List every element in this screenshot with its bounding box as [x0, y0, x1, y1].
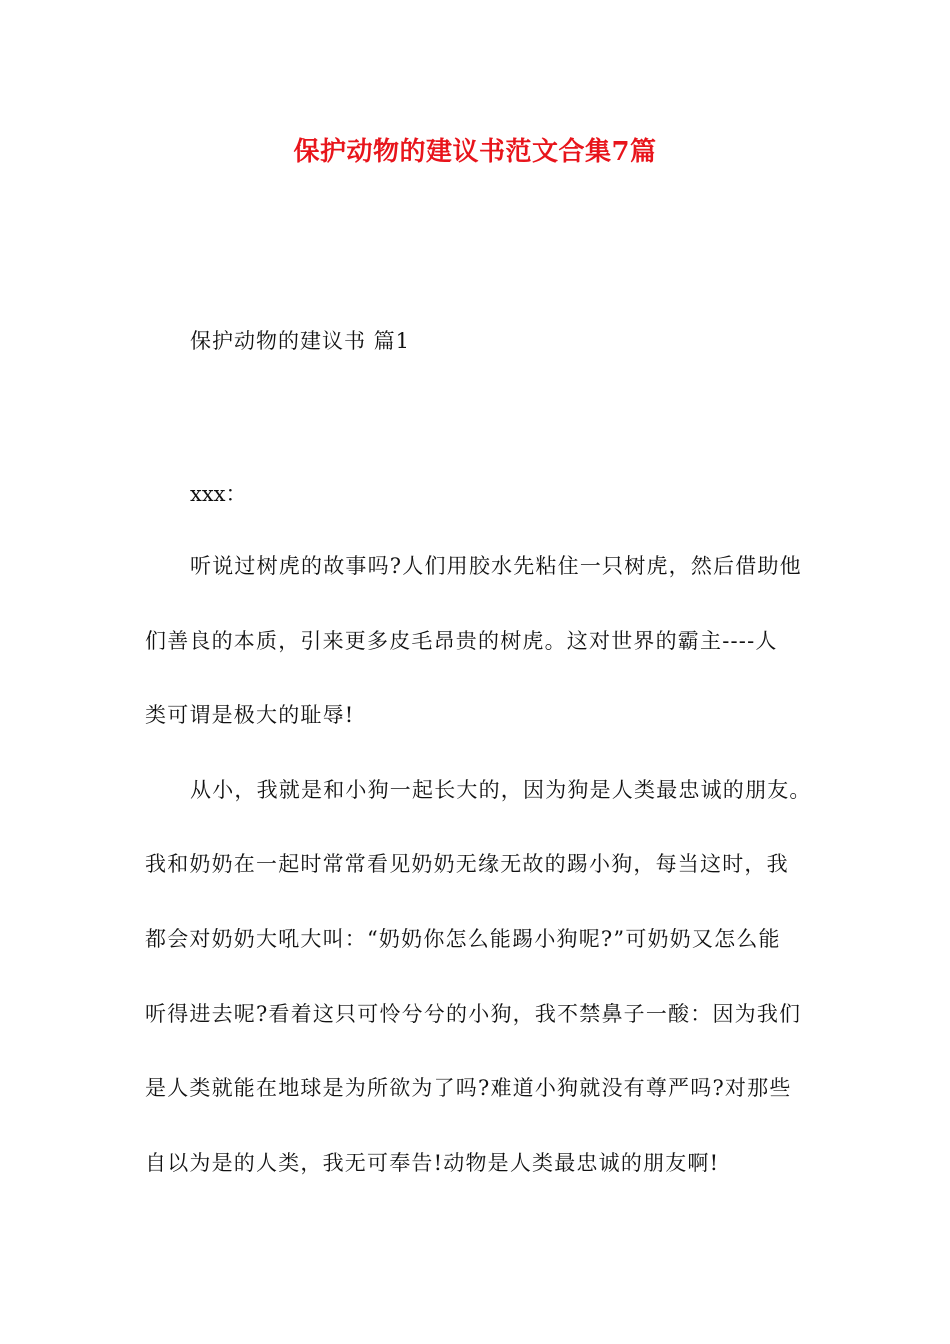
paragraph-2-line: 是人类就能在地球是为所欲为了吗?难道小狗就没有尊严吗?对那些	[145, 1076, 792, 1100]
paragraph-2-line: 从小，我就是和小狗一起长大的，因为狗是人类最忠诚的朋友。	[190, 778, 812, 802]
paragraph-1-line: 类可谓是极大的耻辱!	[145, 703, 355, 727]
paragraph-1-line: 们善良的本质，引来更多皮毛昂贵的树虎。这对世界的霸主----人	[145, 629, 778, 653]
salutation: xxx：	[190, 482, 247, 506]
paragraph-2-line: 自以为是的人类，我无可奉告!动物是人类最忠诚的朋友啊!	[145, 1151, 720, 1175]
section-heading: 保护动物的建议书 篇1	[190, 329, 411, 353]
paragraph-1-line: 听说过树虎的故事吗?人们用胶水先粘住一只树虎，然后借助他	[190, 554, 802, 578]
paragraph-2-line: 听得进去呢?看着这只可怜兮兮的小狗，我不禁鼻子一酸：因为我们	[145, 1002, 802, 1026]
document-title: 保护动物的建议书范文合集7篇	[293, 137, 657, 167]
paragraph-2-line: 都会对奶奶大吼大叫：“奶奶你怎么能踢小狗呢?”可奶奶又怎么能	[145, 927, 781, 951]
paragraph-2-line: 我和奶奶在一起时常常看见奶奶无缘无故的踢小狗，每当这时，我	[145, 852, 789, 876]
